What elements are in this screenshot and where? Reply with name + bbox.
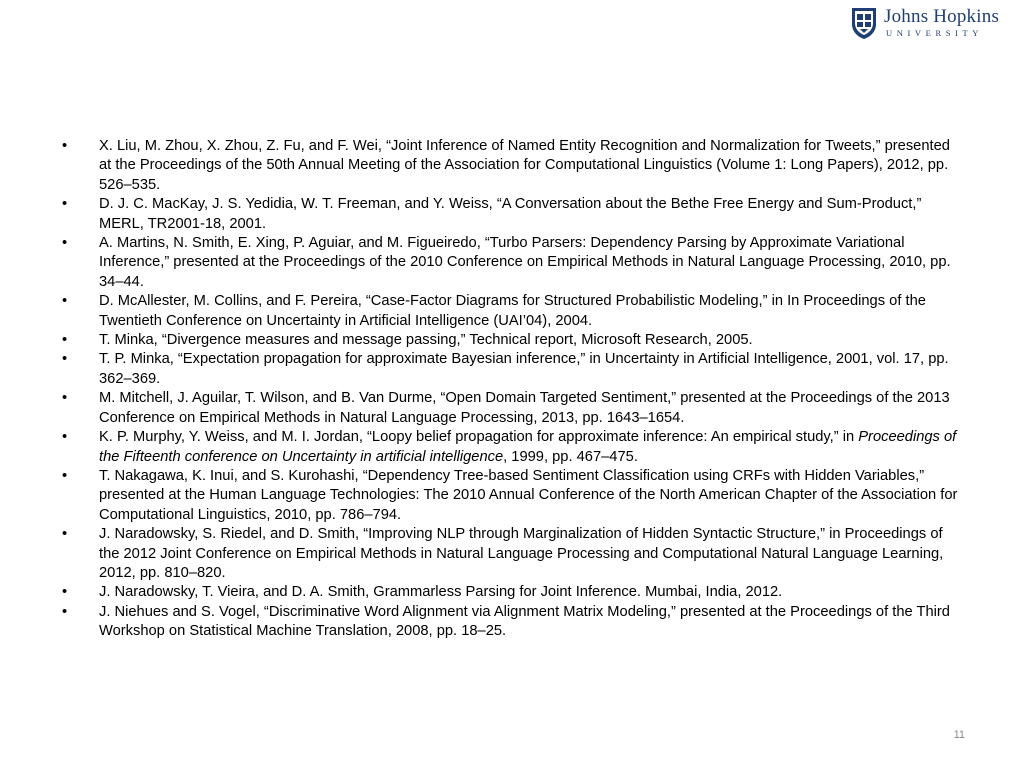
reference-item: • X. Liu, M. Zhou, X. Zhou, Z. Fu, and F. Wei, “Joint Inference of Named Entity Recognition and Normalization for Tweets,” presented at the Proceedings of the 50th Annual Meeting of the Association for Computational Linguistics (Volume 1: Long Papers), 2012, pp. 526–535.: [62, 137, 962, 195]
reference-item: • T. P. Minka, “Expectation propagation for approximate Bayesian inference,” in Uncertainty in Artificial Intelligence, 2001, vol. 17, pp. 362–369.: [62, 350, 962, 389]
jhu-logo: [850, 6, 1010, 46]
reference-item: • J. Niehues and S. Vogel, “Discriminative Word Alignment via Alignment Matrix Modeling,” presented at the Proceedings of the Third Workshop on Statistical Machine Translation, 2008, pp. 18–25.: [62, 603, 962, 642]
shield-icon: [850, 6, 878, 40]
logo-subtitle: UNIVERSITY: [886, 28, 983, 38]
reference-item: • T. Minka, “Divergence measures and message passing,” Technical report, Microsoft Research, 2005.: [62, 331, 962, 350]
reference-item: • M. Mitchell, J. Aguilar, T. Wilson, and B. Van Durme, “Open Domain Targeted Sentiment,” presented at the Proceedings of the 2013 Conference on Empirical Methods in Natural Language Processing, 2013, pp. 1643–1654.: [62, 389, 962, 428]
reference-item: • D. J. C. MacKay, J. S. Yedidia, W. T. Freeman, and Y. Weiss, “A Conversation about the Bethe Free Energy and Sum-Product,” MERL, TR2001-18, 2001.: [62, 195, 962, 234]
reference-item: [62, 428, 962, 467]
reference-text: , 1999, pp. 467–475.: [503, 448, 638, 465]
reference-venue: Proceedings of the Fifteenth conference on Uncertainty in artificial intelligence: [99, 429, 957, 465]
page-number: 11: [953, 729, 965, 741]
reference-item: • D. McAllester, M. Collins, and F. Pereira, “Case-Factor Diagrams for Structured Probabilistic Modeling,” in In Proceedings of the Twentieth Conference on Uncertainty in Artificial Intelligence (UAI’04), 2004.: [62, 292, 962, 331]
reference-item: • A. Martins, N. Smith, E. Xing, P. Aguiar, and M. Figueiredo, “Turbo Parsers: Dependency Parsing by Approximate Variational Inference,” presented at the Proceedings of the 2010 Conference on Empirical Methods in Natural Language Processing, 2010, pp. 34–44.: [62, 234, 962, 292]
reference-item: • J. Naradowsky, S. Riedel, and D. Smith, “Improving NLP through Marginalization of Hidden Syntactic Structure,” in Proceedings of the 2012 Joint Conference on Empirical Methods in Natural Language Processing and Computational Natural Language Learning, 2012, pp. 810–820.: [62, 525, 962, 583]
reference-item: • T. Nakagawa, K. Inui, and S. Kurohashi, “Dependency Tree-based Sentiment Classification using CRFs with Hidden Variables,” presented at the Human Language Technologies: The 2010 Annual Conference of the North American Chapter of the Association for Computational Linguistics, 2010, pp. 786–794.: [62, 467, 962, 525]
reference-text: K. P. Murphy, Y. Weiss, and M. I. Jordan, “Loopy belief propagation for approximate inference: An empirical study,” in: [99, 429, 859, 446]
reference-item: • J. Naradowsky, T. Vieira, and D. A. Smith, Grammarless Parsing for Joint Inference. Mumbai, India, 2012.: [62, 583, 962, 602]
logo-wordmark: Johns Hopkins: [884, 6, 1000, 27]
reference-list: [62, 137, 962, 642]
